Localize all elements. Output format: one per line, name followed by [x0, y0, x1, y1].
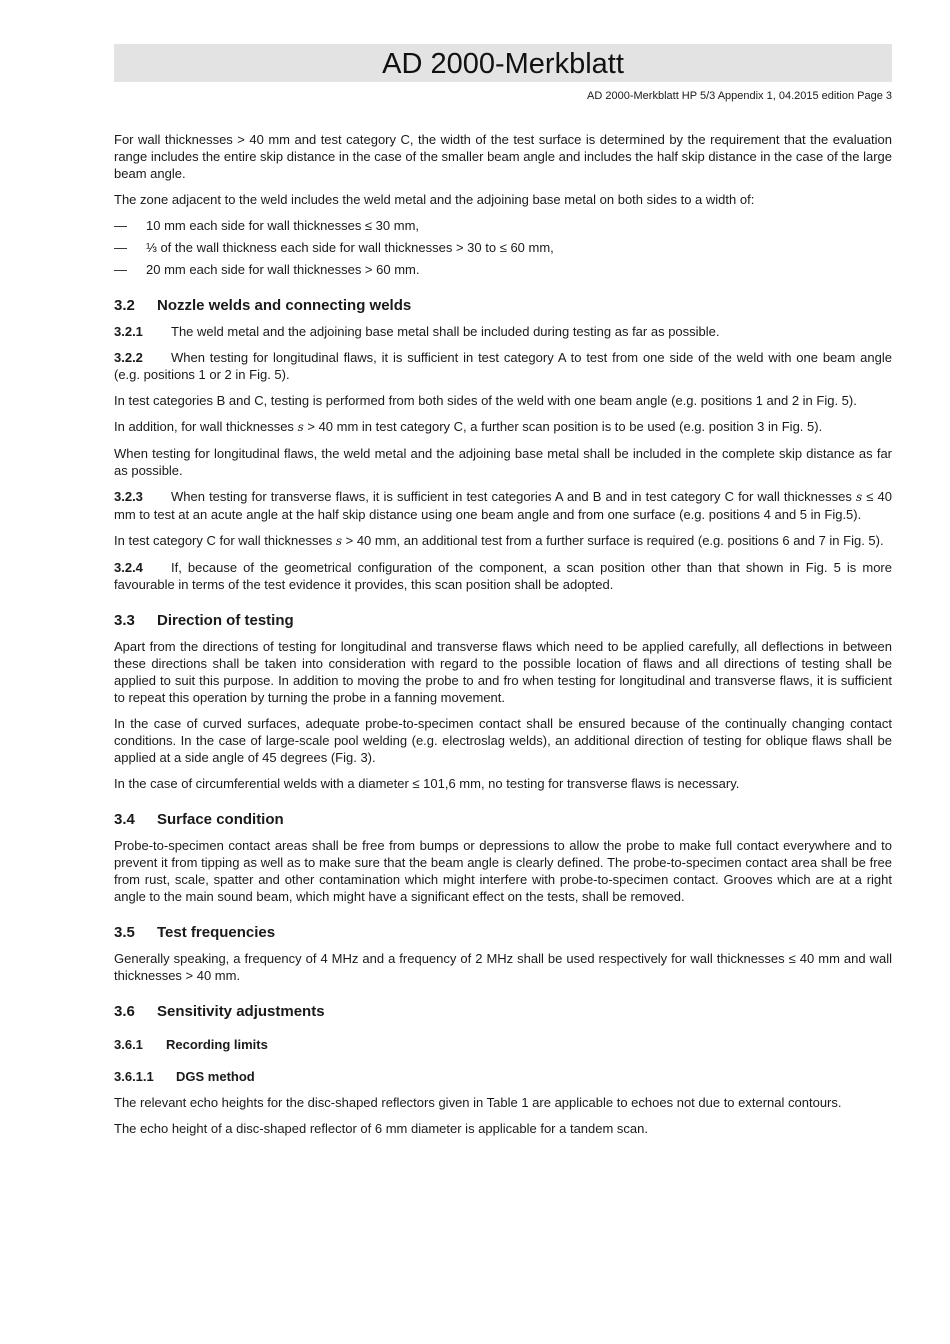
dash-bullet: —: [114, 218, 127, 233]
section-heading-3-6: 3.6 Sensitivity adjustments: [114, 1003, 325, 1020]
intro-paragraph-1: For wall thicknesses > 40 mm and test category C, the width of the test surface is determined by the requirement that the evaluation range includes the entire skip distance in the case of the smaller beam angle and includes the half skip distance in the case of the large beam angle.: [114, 132, 892, 181]
paragraph-3-2-3-b: In test category C for wall thicknesses s > 40 mm, an additional test from a further surface is required (e.g. positions 6 and 7 in Fig. 5).: [114, 533, 884, 548]
width-list: [114, 217, 892, 278]
document-title: AD 2000-Merkblatt: [382, 48, 624, 80]
intro-paragraph-2: The zone adjacent to the weld includes the weld metal and the adjoining base metal on both sides to a width of:: [114, 192, 755, 207]
paragraph-3-2-2-c: In addition, for wall thicknesses s > 40 mm in test category C, a further scan position is to be used (e.g. position 3 in Fig. 5).: [114, 419, 823, 434]
section-heading-3-5: 3.5 Test frequencies: [114, 924, 276, 941]
paragraph-3-6-1-1-a: The relevant echo heights for the disc-shaped reflectors given in Table 1 are applicable to echoes not due to external contours.: [114, 1095, 842, 1110]
dash-bullet: —: [114, 262, 127, 277]
paragraph-3-2-1: 3.2.1 The weld metal and the adjoining base metal shall be included during testing as far as possible.: [114, 324, 720, 339]
section-heading-3-2: 3.2 Nozzle welds and connecting welds: [114, 297, 412, 314]
section-heading-3-4: 3.4 Surface condition: [114, 811, 284, 828]
paragraph-3-2-3: 3.2.3 When testing for transverse flaws, it is sufficient in test categories A and B and in test category C for wall thicknesses s ≤ 40 mm to test at an acute angle at the half skip distance using one beam angle and from one surface (e.g. positions 4 and 5 in Fig.5).: [114, 489, 892, 522]
page-subtitle: AD 2000-Merkblatt HP 5/3 Appendix 1, 04.2015 edition Page 3: [587, 90, 892, 102]
subsection-heading-3-6-1-1: 3.6.1.1 DGS method: [114, 1069, 255, 1084]
paragraph-3-3-1: Apart from the directions of testing for longitudinal and transverse flaws which need to be applied carefully, all deflections in between these directions shall be taken into consideration with regard to the possible location of flaws and all directions of testing shall be applied to suit this purpose. In addition to moving the probe to and fro when testing for longitudinal and transverse flaws, it is sufficient to repeat this operation by turning the probe in a fanning movement.: [114, 639, 892, 705]
list-item: — ⅓ of the wall thickness each side for wall thicknesses > 30 to ≤ 60 mm,: [114, 240, 554, 255]
paragraph-3-2-4: 3.2.4 If, because of the geometrical configuration of the component, a scan position other than that shown in Fig. 5 is more favourable in terms of the test evidence it provides, this scan position shall be adopted.: [114, 560, 892, 592]
paragraph-3-2-2-b: In test categories B and C, testing is performed from both sides of the weld with one beam angle (e.g. positions 1 and 2 in Fig. 5).: [114, 393, 857, 408]
paragraph-3-4-1: Probe-to-specimen contact areas shall be free from bumps or depressions to allow the probe to make full contact everywhere and to prevent it from tipping as well as to make sure that the beam angle is clearly defined. The probe-to-specimen contact area shall be free from rust, scale, spatter and other contamination which might interfere with probe-to-specimen contact. Grooves which are at a right angle to the main sound beam, which might have a significant effect on the tests, shall be removed.: [114, 838, 892, 904]
subsection-heading-3-6-1: 3.6.1 Recording limits: [114, 1037, 268, 1052]
paragraph-3-2-2: 3.2.2 When testing for longitudinal flaws, it is sufficient in test category A to test from one side of the weld with one beam angle (e.g. positions 1 or 2 in Fig. 5).: [114, 350, 892, 382]
paragraph-3-2-2-d: When testing for longitudinal flaws, the weld metal and the adjoining base metal shall be included in the complete skip distance as far as possible.: [114, 446, 892, 478]
section-heading-3-3: 3.3 Direction of testing: [114, 612, 294, 629]
dash-bullet: —: [114, 240, 127, 255]
list-item: — 20 mm each side for wall thicknesses > 60 mm.: [114, 262, 420, 277]
paragraph-3-3-3: In the case of circumferential welds with a diameter ≤ 101,6 mm, no testing for transverse flaws is necessary.: [114, 776, 740, 791]
document-page: [114, 44, 892, 1146]
document-body: [114, 131, 892, 1137]
document-title-banner: [114, 44, 892, 82]
paragraph-3-6-1-1-b: The echo height of a disc-shaped reflector of 6 mm diameter is applicable for a tandem scan.: [114, 1121, 649, 1136]
list-item: — 10 mm each side for wall thicknesses ≤ 30 mm,: [114, 218, 420, 233]
paragraph-3-5-1: Generally speaking, a frequency of 4 MHz and a frequency of 2 MHz shall be used respectively for wall thicknesses ≤ 40 mm and wall thicknesses > 40 mm.: [114, 951, 892, 983]
paragraph-3-3-2: In the case of curved surfaces, adequate probe-to-specimen contact shall be ensured because of the continually changing contact conditions. In the case of large-scale pool welding (e.g. electroslag welds), an additional direction of testing for oblique flaws shall be applied at a side angle of 45 degrees (Fig. 3).: [114, 716, 892, 765]
